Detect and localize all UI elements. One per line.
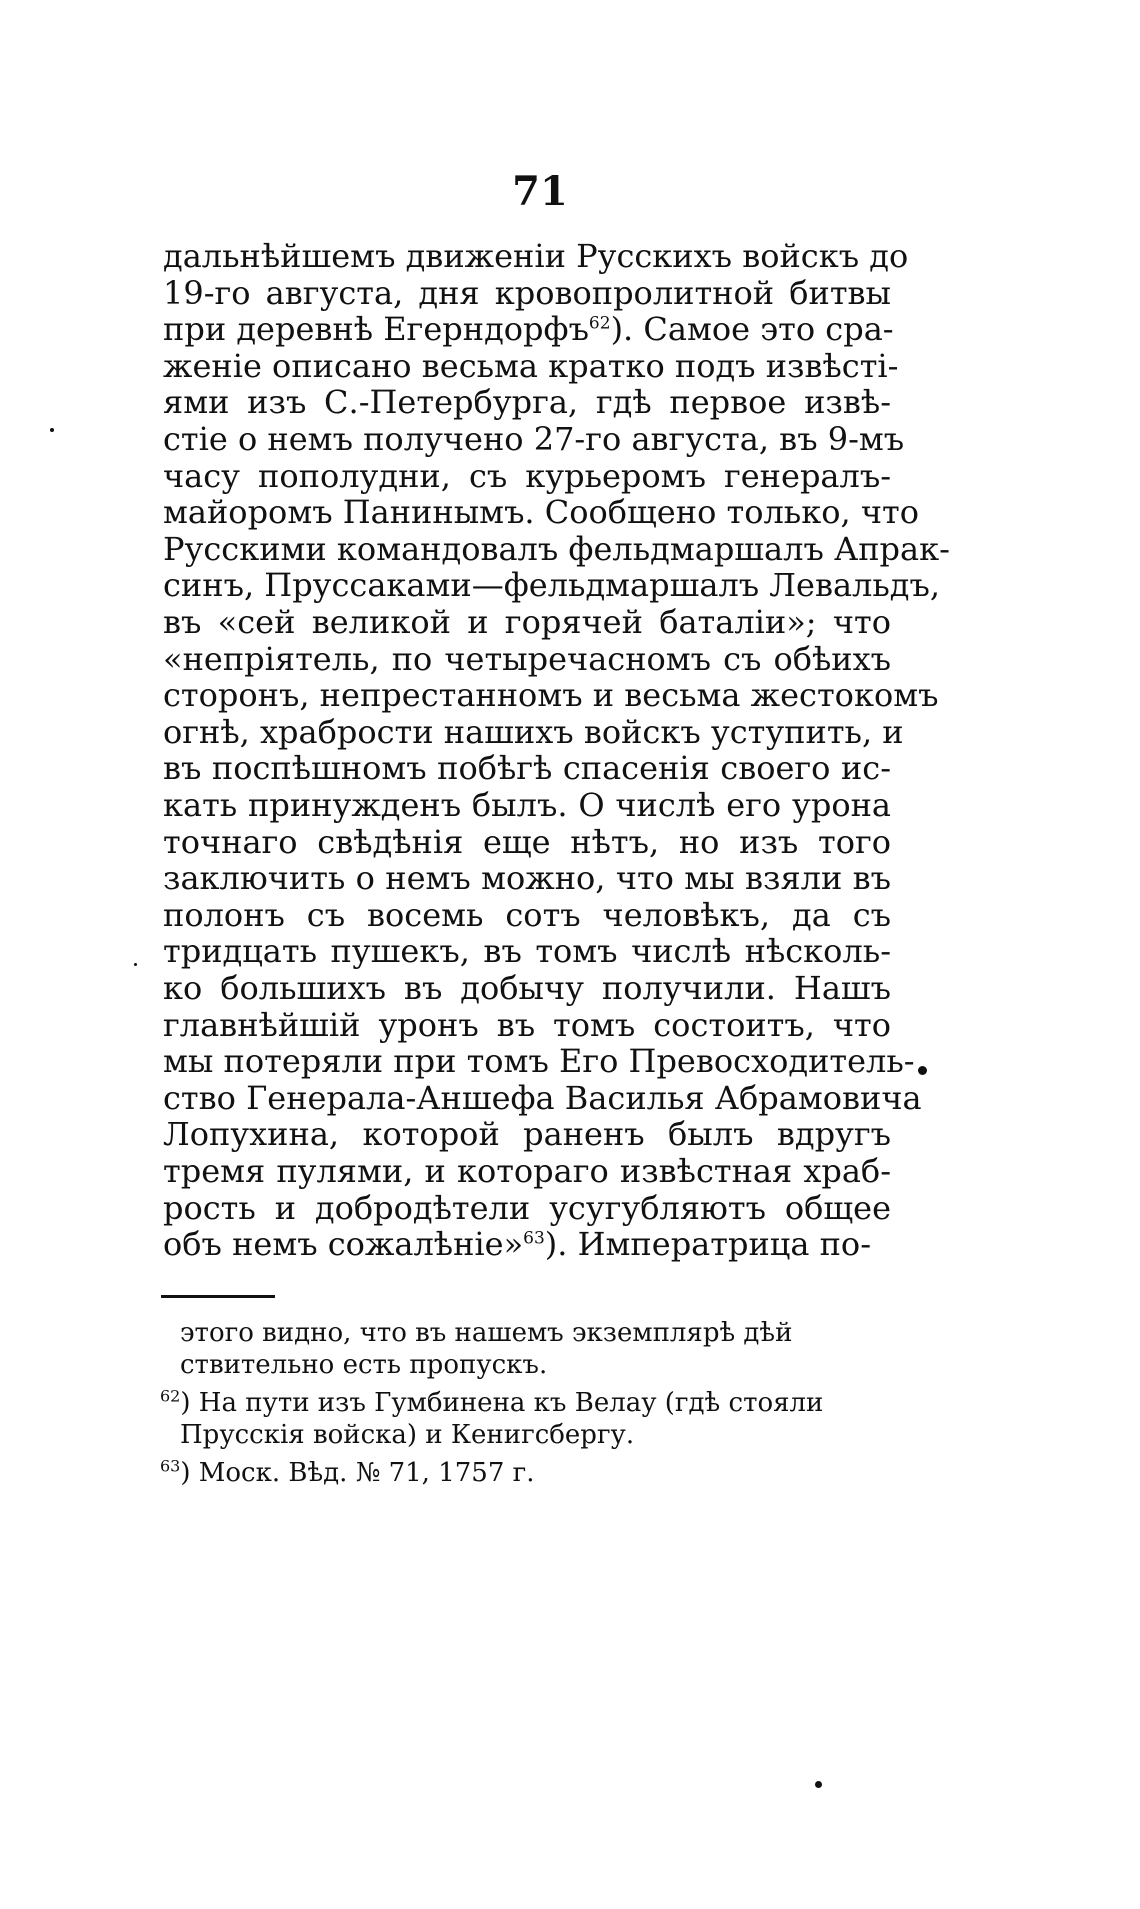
text-line: [163, 1007, 891, 1043]
line-text: кать принужденъ былъ. О числѣ его урона: [163, 786, 891, 824]
text-line: [163, 933, 891, 969]
text-line: [163, 384, 891, 420]
ink-speck: [134, 963, 137, 966]
line-text: синъ, Пруссаками—фельдмаршалъ Левальдъ,: [163, 566, 941, 604]
line-text: ями изъ С.-Петербурга, гдѣ первое извѣ-: [163, 383, 891, 421]
text-line: [163, 1116, 891, 1152]
text-line: [163, 493, 919, 531]
line-text: «непріятель, по четыречасномъ съ обѣихъ: [163, 640, 891, 678]
text-line: [163, 897, 891, 933]
text-line: [163, 1190, 891, 1226]
page-number: 71: [512, 168, 568, 215]
footnote-line: [160, 1388, 823, 1418]
footnote-line: [180, 1350, 547, 1380]
line-text: дальнѣйшемъ движеніи Русскихъ войскъ до: [163, 237, 909, 275]
footnote-number: 63: [160, 1456, 181, 1476]
footnote-text: этого видно, что въ нашемъ экземплярѣ дѣй: [180, 1318, 793, 1348]
line-text: заключить о немъ можно, что мы взяли въ: [163, 859, 891, 897]
text-line: [163, 824, 891, 860]
footnote-line: [180, 1318, 792, 1348]
ink-speck: [50, 428, 54, 432]
text-line: [163, 750, 891, 786]
text-line: [163, 458, 891, 494]
footnote-reference: 62: [588, 313, 611, 334]
line-text: часу пополудни, съ курьеромъ генералъ-: [163, 457, 891, 495]
line-text: полонъ съ восемь сотъ человѣкъ, да съ: [163, 896, 891, 934]
line-text: ство Генерала-Аншефа Василья Абрамовича: [163, 1079, 922, 1117]
text-line: [163, 970, 891, 1006]
text-line: [163, 347, 899, 385]
text-line: [163, 1079, 922, 1117]
line-text: въ поспѣшномъ побѣгѣ спасенія своего ис-: [163, 749, 891, 787]
line-text: майоромъ Панинымъ. Сообщено только, что: [163, 493, 919, 531]
footnote-divider: [161, 1295, 275, 1298]
text-line: [163, 787, 891, 823]
text-line: [163, 604, 891, 640]
footnote-text: Прусскія войска) и Кенигсбергу.: [180, 1420, 635, 1450]
footnote-number: 62: [160, 1386, 181, 1406]
text-line: [163, 641, 891, 677]
line-text: ко большихъ въ добычу получили. Нашъ: [163, 969, 891, 1007]
line-text: въ «сей великой и горячей баталіи»; что: [163, 603, 891, 641]
text-line: [163, 1226, 891, 1262]
line-text: тремя пулями, и котораго извѣстная храб-: [163, 1152, 891, 1190]
line-text-continued: ). Императрица по-: [544, 1225, 871, 1263]
text-line: [163, 860, 891, 896]
line-text: огнѣ, храбрости нашихъ войскъ уступить, и: [163, 713, 904, 751]
line-text: при деревнѣ Егерндорфъ: [163, 310, 589, 348]
text-line: [163, 420, 905, 458]
text-line: [163, 310, 894, 348]
line-text: женіе описано весьма кратко подъ извѣсті-: [163, 347, 899, 385]
line-text: Русскими командовалъ фельдмаршалъ Апрак-: [163, 530, 950, 568]
footnote-line: [180, 1420, 634, 1450]
text-line: [163, 566, 941, 604]
text-line: [163, 530, 950, 568]
text-line: [163, 1153, 891, 1189]
line-text: 19-го августа, дня кровопролитной битвы: [163, 274, 891, 312]
line-text: тридцать пушекъ, въ томъ числѣ нѣсколь-: [163, 932, 891, 970]
ink-speck: [815, 1781, 822, 1788]
text-line: [163, 275, 891, 311]
footnote-text: ) Моск. Вѣд. № 71, 1757 г.: [180, 1458, 535, 1488]
line-text: стіе о немъ получено 27-го августа, въ 9-мъ: [163, 420, 905, 458]
line-text: Лопухина, которой раненъ былъ вдругъ: [163, 1115, 891, 1153]
line-text: рость и добродѣтели усугубляютъ общее: [163, 1189, 891, 1227]
footnote-text: ствительно есть пропускъ.: [180, 1350, 548, 1380]
line-text: главнѣйшій уронъ въ томъ состоитъ, что: [163, 1006, 891, 1044]
line-text: точнаго свѣдѣнія еще нѣтъ, но изъ того: [163, 823, 891, 861]
line-text: мы потеряли при томъ Его Превосходитель-: [163, 1042, 915, 1080]
footnote-reference: 63: [523, 1228, 545, 1249]
footnote-text: ) На пути изъ Гумбинена къ Велау (гдѣ стояли: [180, 1388, 824, 1418]
text-line: [163, 237, 909, 275]
line-text: объ немъ сожалѣніе»: [163, 1225, 524, 1263]
line-text-continued: ). Самое это сра-: [610, 310, 894, 348]
text-line: [163, 713, 904, 751]
line-text: сторонъ, непрестанномъ и весьма жестокомъ: [163, 676, 939, 714]
footnote-line: [160, 1458, 535, 1488]
text-line: [163, 1042, 915, 1080]
ink-speck: [918, 1066, 927, 1075]
text-line: [163, 676, 939, 714]
